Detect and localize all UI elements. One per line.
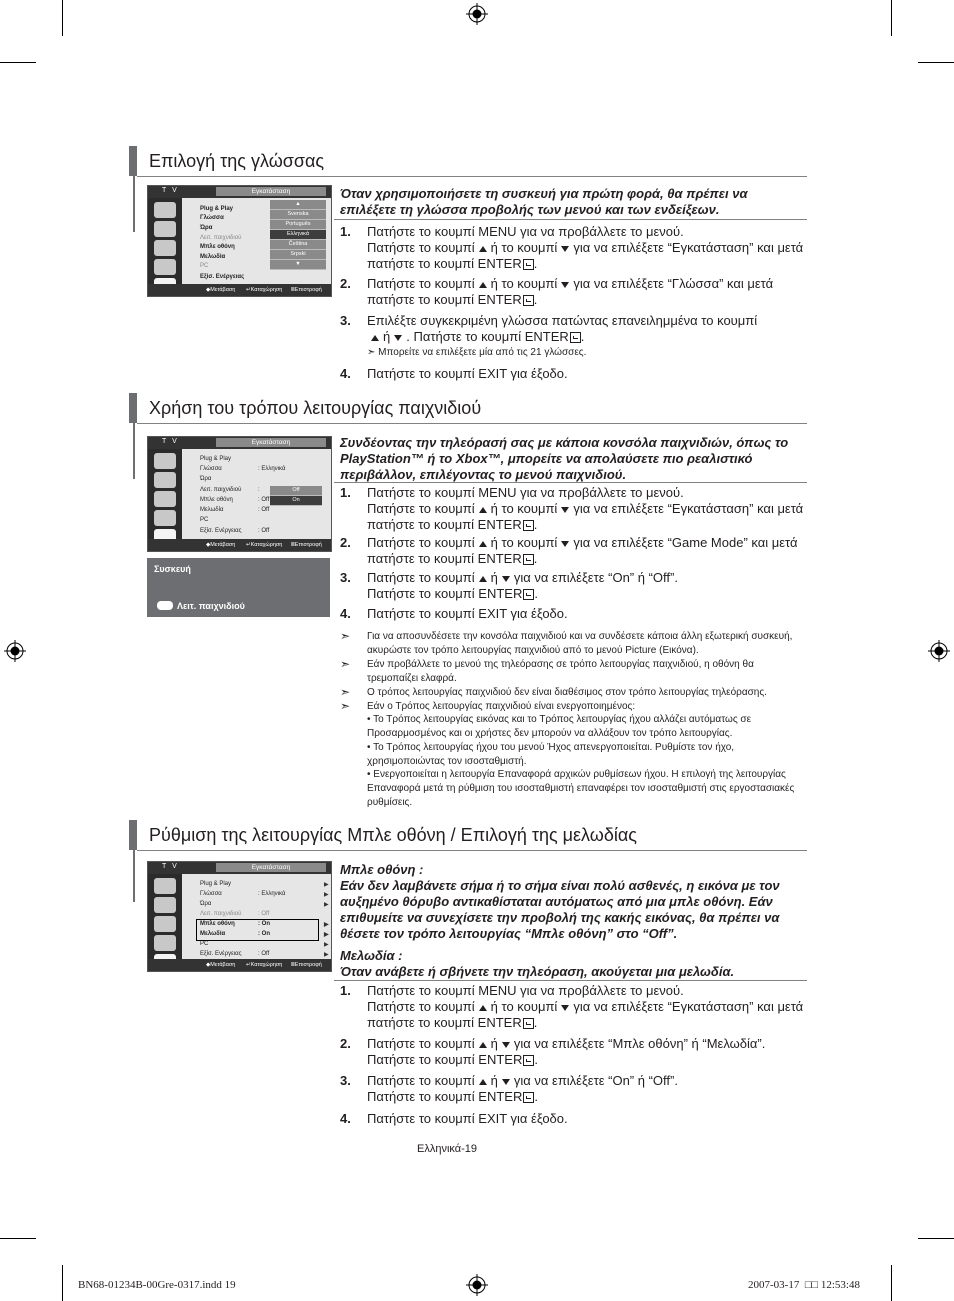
game-mode-dropdown: Off On xyxy=(270,486,322,506)
section-bar xyxy=(133,423,135,479)
section-rule xyxy=(137,423,807,424)
tv-menu-screenshot-language: T V Εγκατάσταση Plug & Play Γλώσσα Ώρα Λειτ. παιχνιδιού Μπλε οθόνη Μελωδία PC Εξίσ. Ενέργειας ▲ Svenska Português Ελληνικά Čeština Srpski ▼ ◆ Μετάβαση ↵ Καταχώρηση Ⅲ Επιστροφή xyxy=(147,185,332,297)
selected-rows-highlight xyxy=(196,919,319,941)
step-number: 3. xyxy=(340,1073,351,1088)
note-arrow-icon: ➣ xyxy=(340,699,351,713)
crop-mark xyxy=(0,62,36,63)
step-number: 1. xyxy=(340,983,351,998)
step-text: Πατήστε το κουμπί EXIT για έξοδο. xyxy=(367,606,568,621)
crop-mark xyxy=(0,1238,36,1239)
channel-icon xyxy=(154,491,176,507)
step-number: 1. xyxy=(340,485,351,500)
step-text: Πατήστε το κουμπί ή το κουμπί για να επιλέξετε “Game Mode” και μετά πατήστε το κουμπί ENTER . xyxy=(367,535,798,566)
gamepad-icon xyxy=(157,601,173,610)
up-button-icon xyxy=(479,282,487,288)
down-button-icon xyxy=(561,282,569,288)
device-game-mode-box: Συσκευή Λειτ. παιχνιδιού xyxy=(147,558,330,617)
down-button-icon xyxy=(502,576,510,582)
section-rule xyxy=(137,176,807,177)
crop-mark xyxy=(891,0,892,36)
note-text: Για να αποσυνδέσετε την κονσόλα παιχνιδιού και να συνδέσετε κάποια άλλη εξωτερική συσκευή, ακυρώστε τον τρόπο λειτουργίας παιχνιδιού από το μενού Picture (Εικόνα). xyxy=(367,631,793,656)
print-footer-date: 2007-03-17 □□ 12:53:48 xyxy=(748,1279,860,1291)
step-text: Πατήστε το κουμπί MENU για να προβάλλετε το μενού. Πατήστε το κουμπί ή το κουμπί για να επιλέξετε “Εγκατάσταση” και μετά πατήστε το κουμπί ENTER . xyxy=(367,224,804,271)
note-arrow-icon: ➣ xyxy=(340,685,351,699)
enter-icon xyxy=(570,332,581,343)
enter-icon xyxy=(523,1092,534,1103)
up-button-icon xyxy=(479,1042,487,1048)
note-arrow-icon: ➣ xyxy=(340,629,351,643)
note-text: ➣ Μπορείτε να επιλέξετε μία από τις 21 γλώσσες. xyxy=(367,347,587,358)
enter-icon xyxy=(523,1055,534,1066)
intro-text: Όταν χρησιμοποιήσετε τη συσκευή για πρώτη φορά, θα πρέπει να επιλέξετε τη γλώσσα προβολής των μενού και των ενδείξεων. xyxy=(340,186,748,217)
intro-rule xyxy=(334,980,807,981)
down-button-icon xyxy=(561,246,569,252)
crop-mark xyxy=(918,1238,954,1239)
down-button-icon xyxy=(502,1079,510,1085)
crop-mark xyxy=(62,0,63,36)
tv-menu-screenshot-blue-screen: T V Εγκατάσταση Plug & Play ▶ Γλώσσα : Ελληνικά ▶ Ώρα ▶ Λειτ. παιχνιδιού : Off Μπλε οθόνη : On ▶ Μελωδία : On ▶ PC ▶ Εξίσ. Ενέργειας : Off ▶ ◆ Μετάβαση ↵ Καταχώρηση Ⅲ Επιστροφή xyxy=(147,861,332,972)
picture-icon xyxy=(154,453,176,469)
step-number: 4. xyxy=(340,366,351,381)
step-number: 3. xyxy=(340,570,351,585)
note-arrow-icon: ➣ xyxy=(340,657,351,671)
input-icon xyxy=(154,510,176,526)
down-button-icon xyxy=(394,335,402,341)
step-text: Πατήστε το κουμπί MENU για να προβάλλετε το μενού. Πατήστε το κουμπί ή το κουμπί για να επιλέξετε “Εγκατάσταση” και μετά πατήστε το κουμπί ENTER . xyxy=(367,983,804,1030)
sound-icon xyxy=(154,221,176,237)
intro-rule xyxy=(334,482,807,483)
note-bullet: • Ενεργοποιείται η λειτουργία Επαναφορά αρχικών ρυθμίσεων ήχου. Η επιλογή της λειτουργίας Επαναφορά μετά τη ρύθμιση του ισοσταθμιστή επαναφέρει τον ισοσταθμιστή στις εργοστασιακές ρυθμίσεις. xyxy=(367,769,795,808)
print-footer-file: BN68-01234B-00Gre-0317.indd 19 xyxy=(78,1279,236,1291)
step-number: 4. xyxy=(340,1111,351,1126)
enter-icon xyxy=(523,520,534,531)
step-text: Πατήστε το κουμπί EXIT για έξοδο. xyxy=(367,1111,568,1126)
step-text: Επιλέξτε συγκεκριμένη γλώσσα πατώντας επανειλημμένα το κουμπί ή . Πατήστε το κουμπί ENTER . xyxy=(367,313,758,344)
section-bar xyxy=(129,820,137,850)
section-bar xyxy=(129,393,137,423)
registration-mark-icon xyxy=(928,640,950,662)
note-text: Ο τρόπος λειτουργίας παιχνιδιού δεν είναι διαθέσιμος στον τρόπο λειτουργίας τηλεόρασης. xyxy=(367,687,767,698)
channel-icon xyxy=(154,240,176,256)
step-number: 4. xyxy=(340,606,351,621)
step-text: Πατήστε το κουμπί EXIT για έξοδο. xyxy=(367,366,568,381)
up-button-icon xyxy=(479,246,487,252)
section-title-blue-screen-melody: Ρύθμιση της λειτουργίας Μπλε οθόνη / Επιλογή της μελωδίας xyxy=(149,825,637,845)
intro-rule xyxy=(334,219,807,220)
step-number: 2. xyxy=(340,1036,351,1051)
down-button-icon xyxy=(561,507,569,513)
step-number: 3. xyxy=(340,313,351,328)
crop-mark xyxy=(918,62,954,63)
step-text: Πατήστε το κουμπί ή για να επιλέξετε “Μπλε οθόνη” ή “Μελωδία”. Πατήστε το κουμπί ENTER . xyxy=(367,1036,766,1067)
down-button-icon xyxy=(502,1042,510,1048)
step-text: Πατήστε το κουμπί MENU για να προβάλλετε το μενού. Πατήστε το κουμπί ή το κουμπί για να επιλέξετε “Εγκατάσταση” και μετά πατήστε το κουμπί ENTER . xyxy=(367,485,804,532)
step-number: 2. xyxy=(340,276,351,291)
note-bullet: • Το Τρόπος λειτουργίας εικόνας και το Τρόπος λειτουργίας ήχου αλλάζει αυτόματως σε Προσαρμοσμένος και οι χρήστες δεν μπορούν να αλλάξουν τον τρόπο λειτουργίας. xyxy=(367,714,752,739)
page-number: Ελληνικά-19 xyxy=(417,1143,478,1155)
section-bar xyxy=(133,176,135,232)
registration-mark-icon xyxy=(466,1274,488,1296)
enter-icon xyxy=(523,1018,534,1029)
section-bar xyxy=(129,146,137,176)
down-button-icon xyxy=(561,541,569,547)
enter-icon xyxy=(523,295,534,306)
note-text: Εάν προβάλλετε το μενού της τηλεόρασης σε τρόπο λειτουργίας παιχνιδιού, η οθόνη θα τρεμοπαίζει ελαφρά. xyxy=(367,659,754,684)
registration-mark-icon xyxy=(4,640,26,662)
enter-icon xyxy=(523,554,534,565)
section-title-game-mode: Χρήση του τρόπου λειτουργίας παιχνιδιού xyxy=(149,398,482,418)
step-text: Πατήστε το κουμπί ή για να επιλέξετε “On” ή “Off”. Πατήστε το κουμπί ENTER . xyxy=(367,1073,678,1104)
enter-icon xyxy=(523,589,534,600)
channel-icon xyxy=(154,916,176,932)
picture-icon xyxy=(154,202,176,218)
section-title-language: Επιλογή της γλώσσας xyxy=(149,151,325,171)
crop-mark xyxy=(891,1265,892,1301)
up-button-icon xyxy=(371,335,379,341)
registration-mark-icon xyxy=(466,3,488,25)
down-button-icon xyxy=(561,1005,569,1011)
intro-text: Μπλε οθόνη : Εάν δεν λαμβάνετε σήμα ή το σήμα είναι πολύ ασθενές, η εικόνα με τον αυξημένο θόρυβο αντικαθίσταται αυτόματως από μια μπλε οθόνη. Εάν επιθυμείτε να συνεχίσετε την προβολή της κακής εικόνας, θα πρέπει να θέσετε τον τρόπο λειτουργίας “Μπλε οθόνη” στο “Off”. Μελωδία : Όταν ανάβετε ή σβήνετε την τηλεόραση, ακούγεται μια μελωδία. xyxy=(340,862,780,979)
note-bullet: • Το Τρόπος λειτουργίας ήχου του μενού Ήχος απενεργοποιείται. Ρυθμίστε τον ήχο, χρησιμοποιώντας τον ισοσταθμιστή. xyxy=(367,742,735,767)
sound-icon xyxy=(154,897,176,913)
step-number: 2. xyxy=(340,535,351,550)
section-bar xyxy=(133,850,135,902)
up-button-icon xyxy=(479,1079,487,1085)
tv-menu-screenshot-game-mode: T V Εγκατάσταση Plug & Play Γλώσσα : Ελληνικά Ώρα Λειτ. παιχνιδιού : Μπλε οθόνη : Off Μελωδία : Off PC Εξίσ. Ενέργειας : Off Off On ◆ Μετάβαση ↵ Καταχώρηση Ⅲ Επιστροφή xyxy=(147,436,332,552)
up-button-icon xyxy=(479,541,487,547)
language-dropdown: ▲ Svenska Português Ελληνικά Čeština Srpski ▼ xyxy=(270,200,326,270)
sound-icon xyxy=(154,472,176,488)
up-button-icon xyxy=(479,576,487,582)
note-text: Εάν ο Τρόπος λειτουργίας παιχνιδιού είναι ενεργοποιημένος: xyxy=(367,701,636,712)
step-text: Πατήστε το κουμπί ή το κουμπί για να επιλέξετε “Γλώσσα” και μετά πατήστε το κουμπί ENTER . xyxy=(367,276,774,307)
section-rule xyxy=(137,850,807,851)
step-number: 1. xyxy=(340,224,351,239)
intro-text: Συνδέοντας την τηλεόρασή σας με κάποια κονσόλα παιχνιδιών, όπως το PlayStation™ ή το Xbox™, μπορείτε να απολαύσετε πιο ρεαλιστικό περιβάλλον, επιλέγοντας το μενού παιχνιδιού. xyxy=(340,435,789,482)
enter-icon xyxy=(523,259,534,270)
step-text: Πατήστε το κουμπί ή για να επιλέξετε “On” ή “Off”. Πατήστε το κουμπί ENTER . xyxy=(367,570,678,601)
input-icon xyxy=(154,259,176,275)
input-icon xyxy=(154,935,176,951)
up-button-icon xyxy=(479,507,487,513)
up-button-icon xyxy=(479,1005,487,1011)
picture-icon xyxy=(154,878,176,894)
crop-mark xyxy=(62,1265,63,1301)
